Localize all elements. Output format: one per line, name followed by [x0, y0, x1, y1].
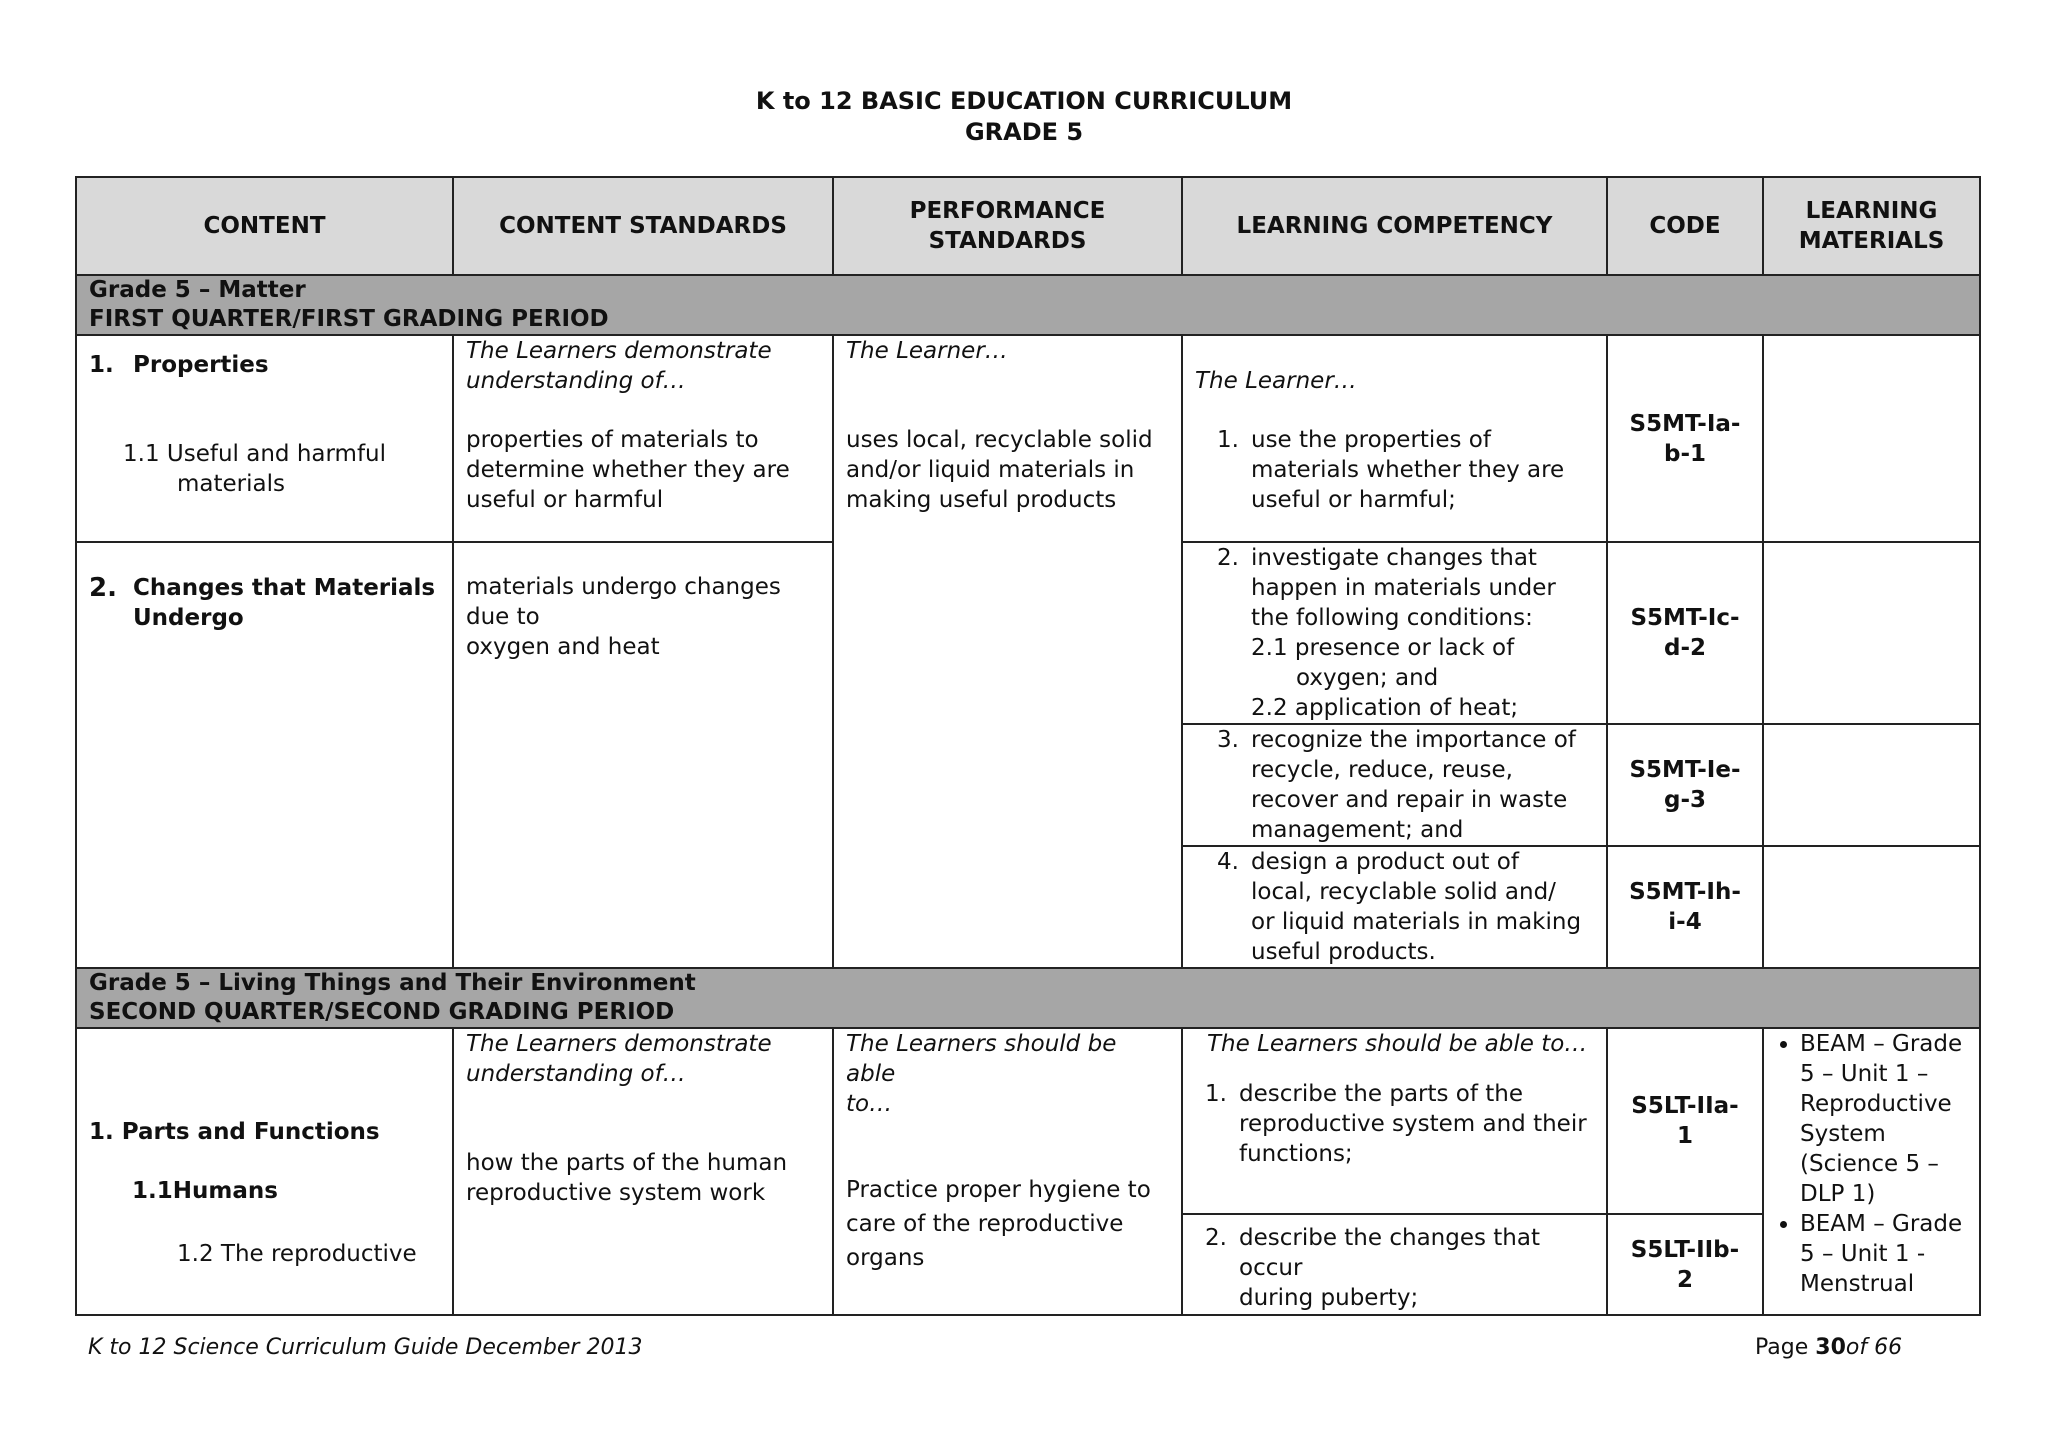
content-cell	[76, 335, 453, 542]
content-cell	[76, 1028, 453, 1315]
content-standard-text: how the parts of the human	[466, 1150, 788, 1176]
competency-text: local, recyclable solid and/	[1251, 879, 1556, 905]
section-band-living-things	[76, 968, 1980, 1028]
list-item	[1800, 1029, 1967, 1209]
competency-text: recover and repair in waste	[1251, 787, 1568, 813]
standards-intro-cont: understanding of…	[466, 1061, 686, 1087]
standards-intro-cont: understanding of…	[466, 368, 686, 394]
material-text: • BEAM – Grade	[1800, 1211, 1963, 1237]
band-title: Grade 5 – Matter	[89, 277, 306, 303]
performance-standard-text: uses local, recyclable solid	[846, 427, 1153, 453]
competency-text: reproductive system and their	[1239, 1111, 1587, 1137]
content-heading: Changes that Materials	[133, 575, 436, 601]
competency-intro: The Learners should be able to…	[1207, 1031, 1588, 1057]
standards-intro: The Learners demonstrate	[466, 1031, 772, 1057]
competency-number: 1.	[1217, 427, 1239, 453]
performance-standards-cell	[833, 335, 1182, 968]
competency-text: functions;	[1239, 1141, 1353, 1167]
competency-number: 2.	[1205, 1225, 1227, 1251]
competency-subitem: 2.1 presence or lack of	[1251, 635, 1515, 661]
material-text: 5 – Unit 1 –	[1800, 1061, 1929, 1087]
material-text: • BEAM – Grade	[1800, 1031, 1963, 1057]
curriculum-table	[75, 176, 1981, 1316]
col-header-learning-materials: LEARNING MATERIALS	[1763, 177, 1980, 275]
competency-text: happen in materials under	[1251, 575, 1556, 601]
material-text: 5 – Unit 1 -	[1800, 1241, 1926, 1267]
content-heading: 1. Parts and Functions	[89, 1119, 380, 1145]
competency-text: describe the changes that occur	[1239, 1225, 1540, 1281]
content-standards-cell	[453, 542, 833, 968]
code-text: 1	[1676, 1123, 1693, 1149]
competency-number: 4.	[1217, 849, 1239, 875]
code-text: d-2	[1663, 635, 1706, 661]
materials-list	[1776, 1029, 1967, 1299]
competency-text: design a product out of	[1251, 849, 1519, 875]
code-text: S5LT-IIb-	[1630, 1236, 1740, 1263]
learning-competency-cell	[1182, 1028, 1607, 1214]
page-current: 30	[1815, 1335, 1846, 1360]
col-header-code: CODE	[1607, 177, 1763, 275]
competency-subitem-cont: oxygen; and	[1296, 665, 1439, 691]
code-text: b-1	[1663, 440, 1706, 467]
competency-text: recycle, reduce, reuse,	[1251, 757, 1513, 783]
content-standard-text: properties of materials to	[466, 427, 759, 453]
footer-page-number	[1755, 1335, 1902, 1360]
content-cell	[76, 542, 453, 968]
performance-intro-cont: to…	[846, 1091, 893, 1117]
performance-standard-text: care of the reproductive	[846, 1211, 1124, 1237]
col-header-performance-standards: PERFORMANCE STANDARDS	[833, 177, 1182, 275]
title-line-2: GRADE 5	[964, 118, 1084, 146]
competency-text: useful or harmful;	[1251, 487, 1456, 513]
standards-intro: The Learners demonstrate	[466, 338, 772, 364]
learning-competency-cell	[1182, 1214, 1607, 1315]
code-cell	[1607, 724, 1763, 846]
competency-text: useful products.	[1251, 939, 1436, 965]
content-number: 2.	[89, 573, 117, 603]
materials-cell	[1763, 846, 1980, 968]
competency-text: materials whether they are	[1251, 457, 1565, 483]
competency-subitem: 2.2 application of heat;	[1251, 695, 1519, 721]
competency-text: use the properties of	[1251, 427, 1491, 453]
band-period: SECOND QUARTER/SECOND GRADING PERIOD	[89, 999, 675, 1025]
code-cell	[1607, 1214, 1763, 1315]
competency-text: during puberty;	[1239, 1285, 1419, 1311]
material-text: (Science 5 –	[1800, 1151, 1939, 1177]
code-text: S5MT-Ih-	[1629, 879, 1741, 905]
code-text: S5LT-IIa-	[1631, 1093, 1739, 1119]
code-text: S5MT-Ia-	[1629, 410, 1741, 437]
col-header-learning-competency: LEARNING COMPETENCY	[1182, 177, 1607, 275]
content-standards-cell	[453, 335, 833, 542]
competency-text: the following conditions:	[1251, 605, 1533, 631]
content-number: 1.	[89, 352, 114, 378]
document-title	[0, 86, 2048, 148]
content-standard-text: determine whether they are	[466, 457, 790, 483]
competency-text: management; and	[1251, 817, 1464, 843]
material-text: DLP 1)	[1800, 1181, 1876, 1207]
footer-document-name: K to 12 Science Curriculum Guide December 2013	[88, 1335, 643, 1360]
table-row	[76, 1028, 1980, 1214]
col-header-content-standards: CONTENT STANDARDS	[453, 177, 833, 275]
competency-text: investigate changes that	[1251, 545, 1537, 571]
content-subtopic-cont: materials	[177, 471, 285, 497]
code-text: g-3	[1663, 787, 1706, 813]
section-band-matter	[76, 275, 1980, 335]
code-cell	[1607, 846, 1763, 968]
performance-standard-text: Practice proper hygiene to	[846, 1177, 1151, 1203]
competency-number: 2.	[1217, 545, 1239, 571]
performance-standard-text: organs	[846, 1245, 925, 1271]
materials-cell	[1763, 1028, 1980, 1315]
content-heading-cont: Undergo	[133, 605, 244, 631]
performance-standards-cell	[833, 1028, 1182, 1315]
band-title: Grade 5 – Living Things and Their Environment	[89, 970, 696, 996]
competency-intro: The Learner…	[1195, 368, 1357, 394]
code-text: S5MT-Ie-	[1629, 757, 1741, 783]
material-text: System	[1800, 1121, 1886, 1147]
learning-competency-cell	[1182, 335, 1607, 542]
performance-intro: The Learners should be able	[846, 1031, 1117, 1087]
page-prefix: Page	[1755, 1335, 1816, 1360]
table-header-row	[76, 177, 1980, 275]
competency-text: or liquid materials in making	[1251, 909, 1582, 935]
materials-cell	[1763, 724, 1980, 846]
performance-standard-text: and/or liquid materials in	[846, 457, 1135, 483]
band-period: FIRST QUARTER/FIRST GRADING PERIOD	[89, 306, 609, 332]
materials-cell	[1763, 542, 1980, 724]
content-standard-text: reproductive system work	[466, 1180, 766, 1206]
content-subtopic: 1.1 Useful and harmful	[123, 441, 387, 467]
code-cell	[1607, 335, 1763, 542]
code-text: S5MT-Ic-	[1630, 605, 1740, 631]
content-standard-text: materials undergo changes due to	[466, 574, 781, 630]
content-standards-cell	[453, 1028, 833, 1315]
material-text: Menstrual	[1800, 1271, 1915, 1297]
code-cell	[1607, 542, 1763, 724]
learning-competency-cell	[1182, 846, 1607, 968]
competency-text: describe the parts of the	[1239, 1081, 1524, 1107]
learning-competency-cell	[1182, 542, 1607, 724]
competency-text: recognize the importance of	[1251, 727, 1576, 753]
competency-number: 3.	[1217, 727, 1239, 753]
learning-competency-cell	[1182, 724, 1607, 846]
content-subtopic: 1.2 The reproductive	[177, 1241, 417, 1267]
table-row	[76, 335, 1980, 542]
materials-cell	[1763, 335, 1980, 542]
col-header-content: CONTENT	[76, 177, 453, 275]
content-standard-text: oxygen and heat	[466, 634, 660, 660]
title-line-1: K to 12 BASIC EDUCATION CURRICULUM	[755, 87, 1293, 115]
material-text: Reproductive	[1800, 1091, 1952, 1117]
code-text: 2	[1676, 1266, 1693, 1293]
performance-standard-text: making useful products	[846, 487, 1117, 513]
performance-intro: The Learner…	[846, 338, 1008, 364]
code-text: i-4	[1668, 909, 1702, 935]
content-subheading: 1.1Humans	[132, 1178, 278, 1204]
content-heading: Properties	[133, 352, 269, 378]
content-standard-text: useful or harmful	[466, 487, 664, 513]
list-item	[1800, 1209, 1967, 1299]
competency-number: 1.	[1205, 1081, 1227, 1107]
page-total: of 66	[1845, 1335, 1903, 1360]
code-cell	[1607, 1028, 1763, 1214]
